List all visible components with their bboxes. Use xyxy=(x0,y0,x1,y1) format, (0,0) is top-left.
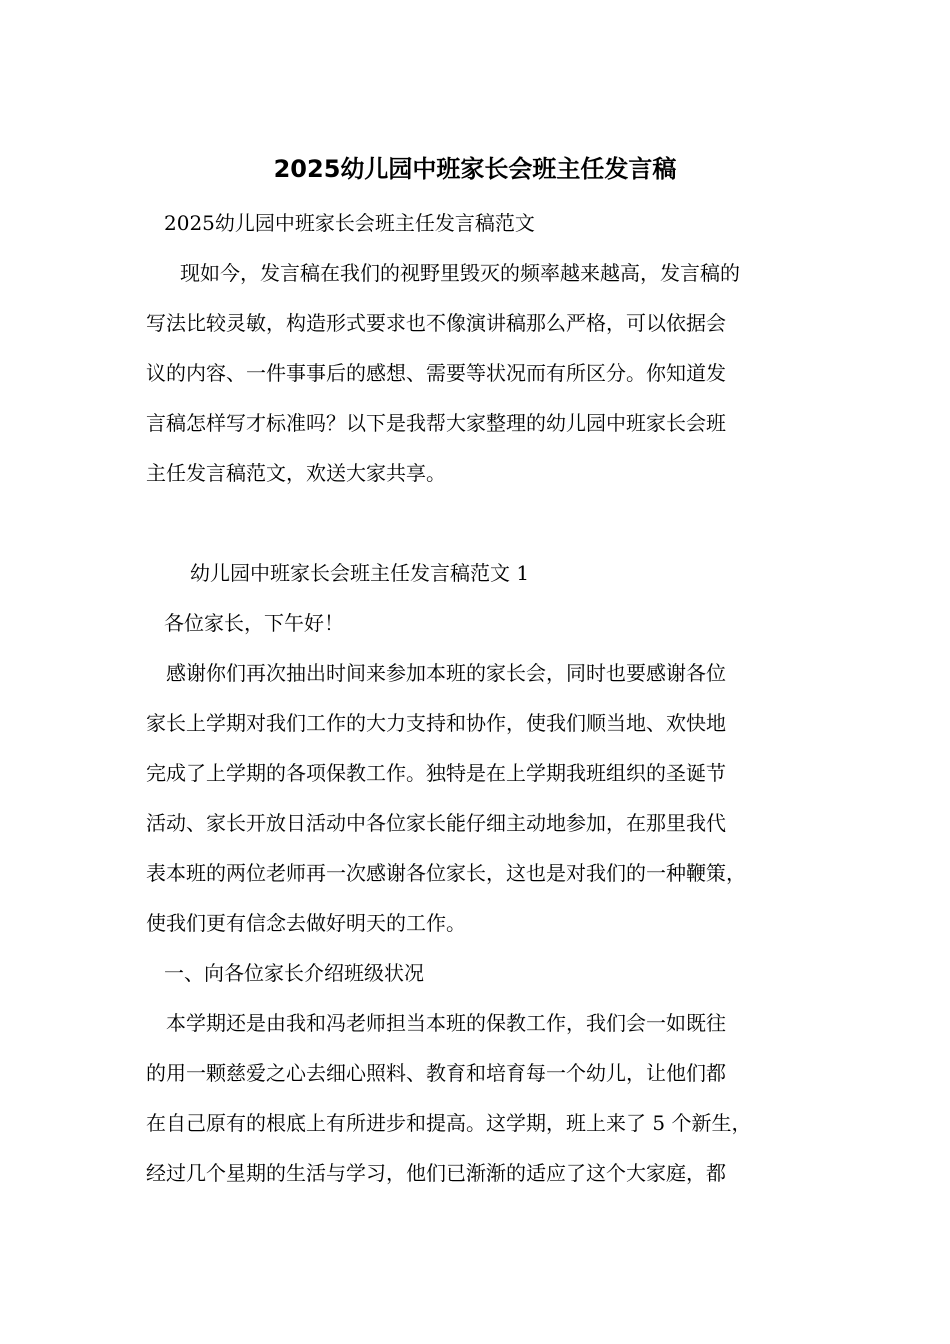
paragraph-line: 主任发言稿范文，欢送大家共享。 xyxy=(146,461,446,485)
section-heading: 幼儿园中班家长会班主任发言稿范文 1 xyxy=(190,561,530,585)
paragraph-line: 本学期还是由我和冯老师担当本班的保教工作，我们会一如既往 xyxy=(166,1011,726,1035)
paragraph-line: 活动、家长开放日活动中各位家长能仔细主动地参加，在那里我代 xyxy=(146,811,726,835)
paragraph-line: 经过几个星期的生活与学习，他们已渐渐的适应了这个大家庭，都 xyxy=(146,1161,726,1185)
paragraph-line: 家长上学期对我们工作的大力支持和协作，使我们顺当地、欢快地 xyxy=(146,711,726,735)
paragraph-line: 在自己原有的根底上有所进步和提高。这学期，班上来了 5 个新生， xyxy=(146,1111,752,1135)
subtitle-line: 2025幼儿园中班家长会班主任发言稿范文 xyxy=(164,211,535,235)
paragraph-line: 言稿怎样写才标准吗？以下是我帮大家整理的幼儿园中班家长会班 xyxy=(146,411,726,435)
greeting-line: 各位家长，下午好！ xyxy=(164,611,344,635)
document-title: 2025幼儿园中班家长会班主任发言稿 xyxy=(273,155,677,183)
paragraph-line: 感谢你们再次抽出时间来参加本班的家长会，同时也要感谢各位 xyxy=(166,661,726,685)
section-heading: 一、向各位家长介绍班级状况 xyxy=(164,961,424,985)
paragraph-line: 完成了上学期的各项保教工作。独特是在上学期我班组织的圣诞节 xyxy=(146,761,726,785)
paragraph-line: 现如今，发言稿在我们的视野里毁灭的频率越来越高，发言稿的 xyxy=(180,261,740,285)
paragraph-line: 表本班的两位老师再一次感谢各位家长，这也是对我们的一种鞭策， xyxy=(146,861,746,885)
paragraph-line: 使我们更有信念去做好明天的工作。 xyxy=(146,911,466,935)
paragraph-line: 议的内容、一件事事后的感想、需要等状况而有所区分。你知道发 xyxy=(146,361,726,385)
paragraph-line: 写法比较灵敏，构造形式要求也不像演讲稿那么严格，可以依据会 xyxy=(146,311,726,335)
paragraph-line: 的用一颗慈爱之心去细心照料、教育和培育每一个幼儿，让他们都 xyxy=(146,1061,726,1085)
